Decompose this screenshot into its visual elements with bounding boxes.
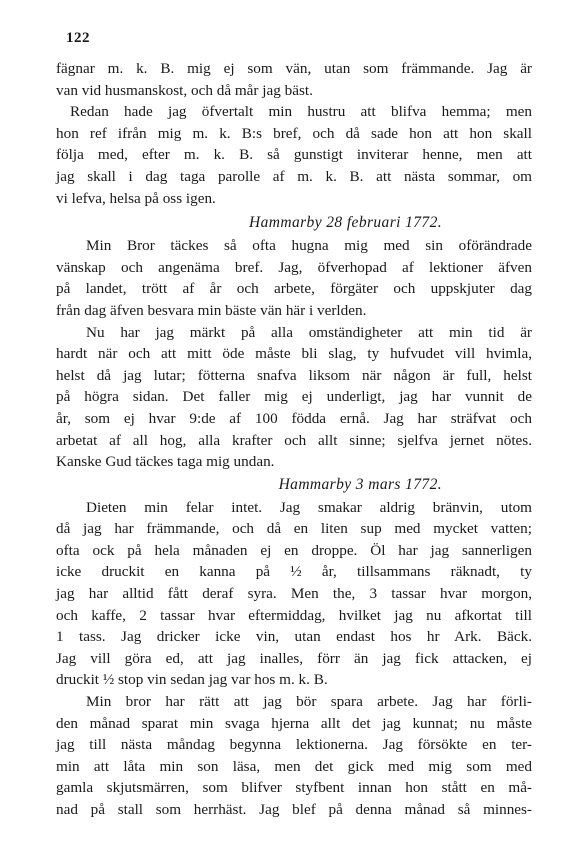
text-line: Min Bror täckes så ofta hugna mig med sin oförändrade <box>86 237 532 255</box>
text-line: helst då jag lutar; fötterna snafva liksom när någon är full, helst <box>56 366 532 384</box>
text-line: fägnar m. k. B. mig ej som vän, utan som främmande. Jag är <box>56 60 532 77</box>
letter-dateline: Hammarby 28 februari 1772. <box>249 214 442 232</box>
text-line: Kanske Gud täckes taga mig undan. <box>56 453 275 471</box>
text-line: Nu har jag märkt på alla omständigheter att min tid är <box>86 323 532 341</box>
text-line: gamla skjutsmärren, som blifver styfbent innan hon stått en må- <box>56 779 532 797</box>
text-line: vänskap och angenäma bref. Jag, öfverhopad af lektioner äfven <box>56 258 532 276</box>
text-line: hardt när och att mitt öde måste bli slag, ty hufvudet vill hvimla, <box>56 345 532 363</box>
text-line: Jag vill göra ed, att jag inalles, förr än jag fick attacken, ej <box>56 649 532 667</box>
text-line: druckit ½ stop vin sedan jag var hos m. k. B. <box>56 671 328 689</box>
page-body <box>56 58 532 821</box>
page-number: 122 <box>66 30 90 46</box>
text-line: Min bror har rätt att jag bör spara arbete. Jag har förli- <box>86 693 532 711</box>
text-line: då jag har främmande, och då en liten sup med mycket vatten; <box>56 520 532 538</box>
text-line: nad på stall som herrhäst. Jag blef på denna månad så minnes- <box>56 801 532 818</box>
text-line: hon ref ifrån mig m. k. B:s bref, och då sade hon att hon skall <box>56 124 532 142</box>
text-line: på högra sidan. Det faller mig ej underligt, jag har vunnit de <box>56 388 532 406</box>
text-line: jag har alltid fått deraf syra. Men the, 3 tassar hvar morgon, <box>56 585 532 603</box>
text-line: på landet, trött af år och arbete, förgäter och uppskjuter dag <box>56 280 532 298</box>
text-line: vi lefva, helsa på oss igen. <box>56 189 216 207</box>
text-line: ofta ock på hela månaden ej en droppe. Öl har jag sannerligen <box>56 541 532 559</box>
text-line: följa med, efter m. k. B. så gunstigt inviterar henne, men att <box>56 146 532 164</box>
text-line: icke druckit en kanna på ½ år, tillsammans räknadt, ty <box>56 563 532 581</box>
text-line: år, som ej hvar 9:de af 100 födda ernå. Jag har sträfvat och <box>56 409 532 427</box>
letter-section <box>56 58 532 209</box>
text-line: arbetat af all hog, alla krafter och allt sinne; sjelfva jernet nötes. <box>56 431 532 449</box>
text-line: van vid husmanskost, och då mår jag bäst. <box>56 81 313 99</box>
text-line: och kaffe, 2 tassar hvar eftermiddag, hvilket jag nu afkortat till <box>56 606 532 624</box>
text-line: den månad sparat min svaga hjerna allt det jag kunnat; nu måste <box>56 714 532 732</box>
text-line: 1 tass. Jag dricker icke vin, utan endast hos hr Ark. Bäck. <box>56 628 532 646</box>
text-line: jag skall i dag taga parolle af m. k. B. att nästa sommar, om <box>56 167 532 185</box>
text-line: Redan hade jag öfvertalt min hustru att blifva hemma; men <box>70 103 532 121</box>
text-line: från dag äfven besvara min bäste vän här i verlden. <box>56 301 367 319</box>
text-line: jag till nästa måndag begynna lektionerna. Jag försökte en ter- <box>56 736 532 754</box>
letter-dateline: Hammarby 3 mars 1772. <box>278 475 442 493</box>
text-line: min att låta min son läsa, men det gick med mig som med <box>56 757 532 775</box>
letter-section <box>56 473 532 821</box>
text-line: Dieten min felar intet. Jag smakar aldrig bränvin, utom <box>86 498 532 516</box>
letter-section <box>56 211 532 473</box>
